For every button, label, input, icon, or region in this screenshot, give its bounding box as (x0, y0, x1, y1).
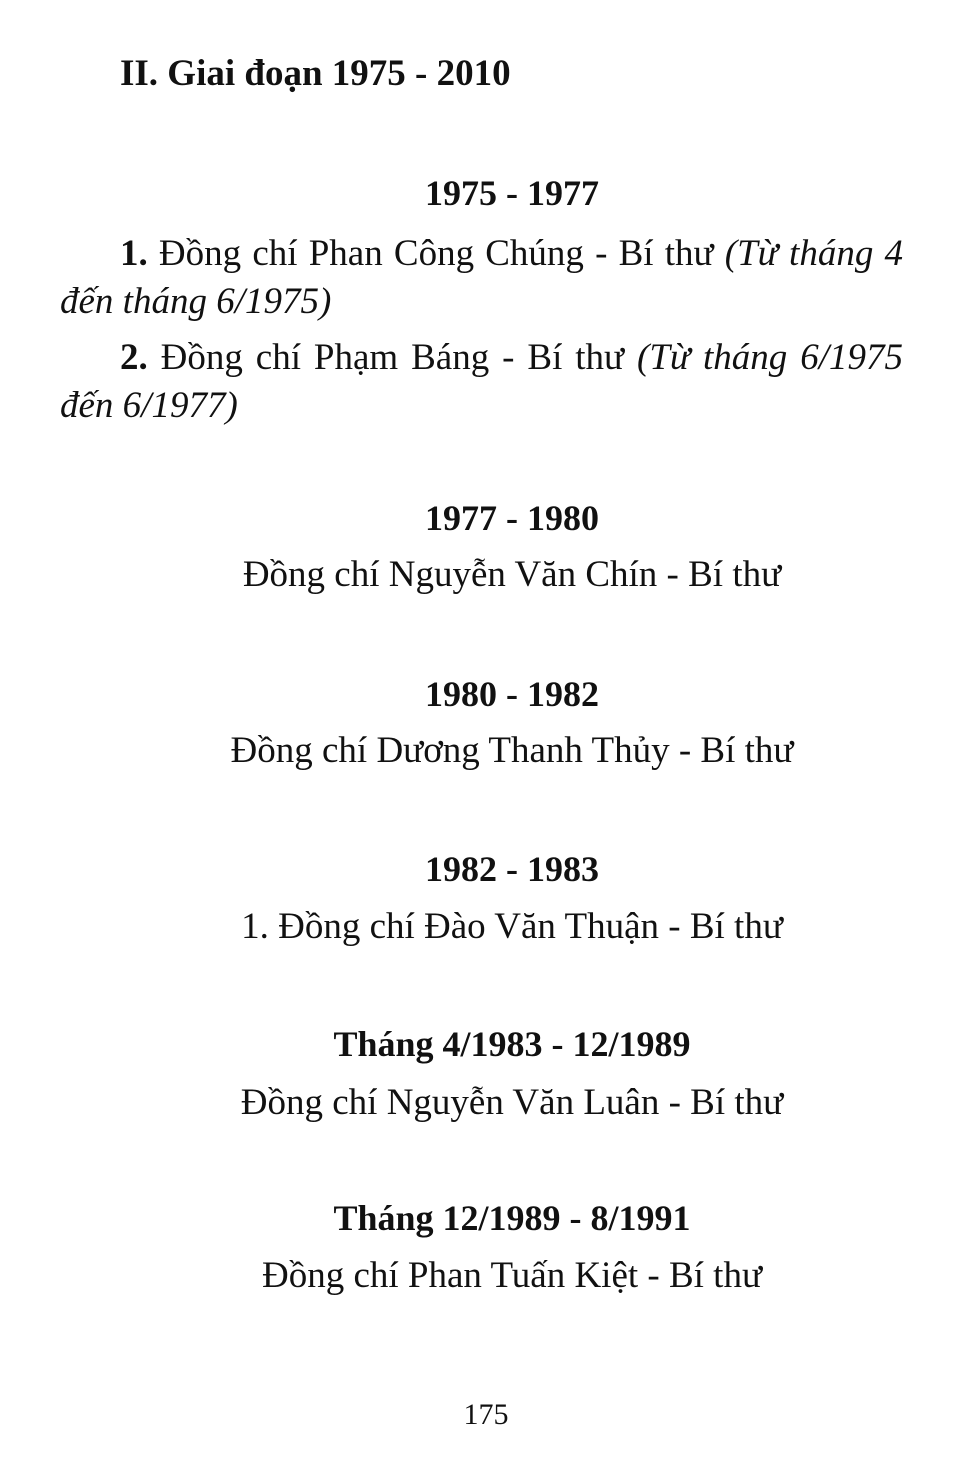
entry-number: 2. (120, 337, 148, 378)
page-number: 175 (463, 1398, 509, 1431)
entry-paragraph-2 (60, 334, 903, 430)
period-heading-1989-1991: Tháng 12/1989 - 8/1991 (333, 1198, 691, 1238)
entry-text: Đồng chí Phan Công Chúng - Bí thư (147, 233, 725, 274)
entry-paragraph-1 (60, 230, 903, 326)
period-heading-1977-1980: 1977 - 1980 (425, 498, 599, 538)
entry-line: Đồng chí Phan Tuấn Kiệt - Bí thư (261, 1255, 763, 1296)
period-heading-1983-1989: Tháng 4/1983 - 12/1989 (333, 1024, 691, 1064)
entry-line: 1. Đồng chí Đào Văn Thuận - Bí thư (241, 906, 783, 947)
entry-line: Đồng chí Nguyễn Văn Luân - Bí thư (240, 1082, 784, 1123)
period-heading-1975-1977: 1975 - 1977 (425, 173, 599, 213)
entry-line: Đồng chí Dương Thanh Thủy - Bí thư (230, 730, 794, 771)
entry-note: (Từ tháng 4 đến tháng 6/1975) (60, 233, 904, 322)
entry-line: Đồng chí Nguyễn Văn Chín - Bí thư (242, 554, 782, 595)
entry-text: Đồng chí Phạm Báng - Bí thư (147, 337, 638, 378)
entry-number: 1. (120, 233, 148, 274)
section-title: II. Giai đoạn 1975 - 2010 (120, 53, 511, 94)
period-heading-1980-1982: 1980 - 1982 (425, 674, 599, 714)
entry-note: (Từ tháng 6/1975 đến 6/1977) (60, 337, 904, 426)
period-heading-1982-1983: 1982 - 1983 (425, 849, 599, 889)
